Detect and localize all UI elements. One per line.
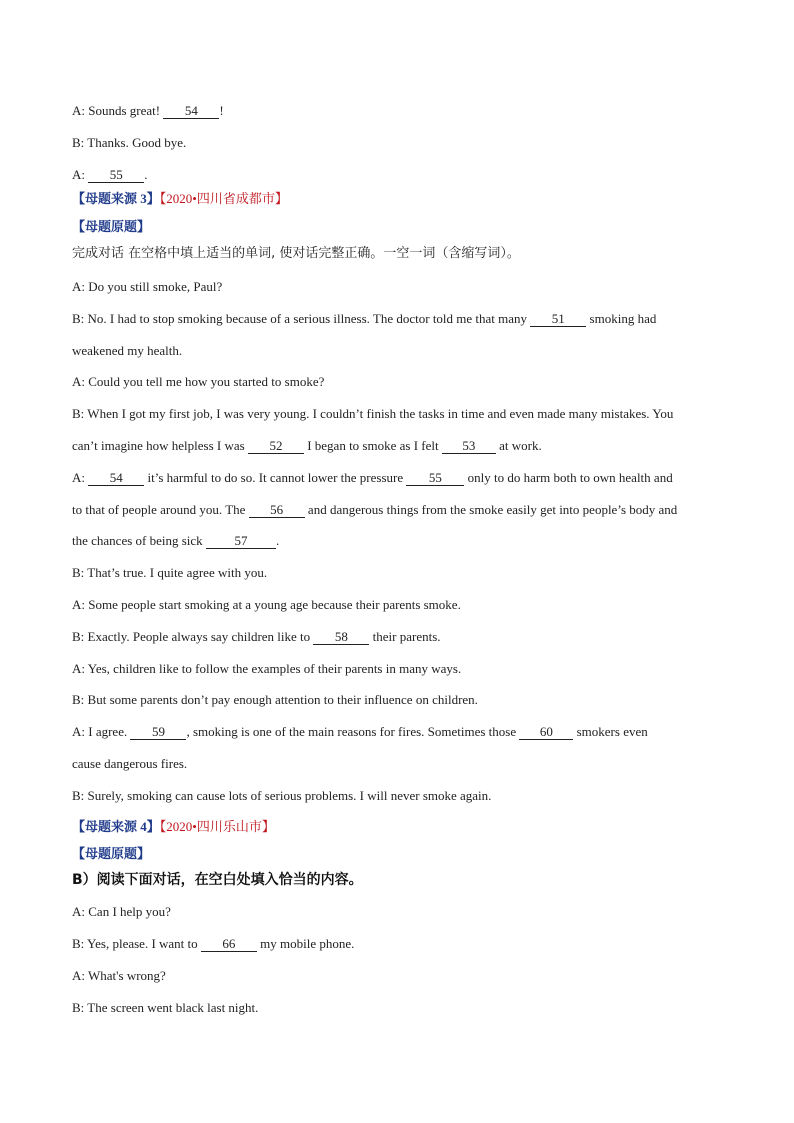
dialog-line: A: 55 . [72,167,148,182]
dialog-line: A: What's wrong? [72,968,166,983]
answer-blank[interactable]: 66 [201,937,257,952]
original-question-label: 【母题原题】 [72,219,151,234]
answer-blank[interactable]: 52 [248,439,304,454]
dialog-line: A: Some people start smoking at a young age because their parents smoke. [72,597,461,612]
dialog-line: weakened my health. [72,343,183,358]
dialog-line: B: Yes, please. I want to 66 my mobile phone. [72,936,355,951]
answer-blank[interactable]: 60 [519,725,573,740]
dialog-line: A: Can I help you? [72,904,171,919]
dialog-line: B: But some parents don’t pay enough attention to their influence on children. [72,692,478,707]
dialog-line: can’t imagine how helpless I was 52 I began to smoke as I felt 53 at work. [72,438,542,453]
dialog-line: B: Surely, smoking can cause lots of serious problems. I will never smoke again. [72,788,492,803]
dialog-line: B: That’s true. I quite agree with you. [72,565,268,580]
dialog-line: A: Could you tell me how you started to smoke? [72,374,325,389]
answer-blank[interactable]: 59 [130,725,186,740]
dialog-line: to that of people around you. The 56 and dangerous things from the smoke easily get into people’s body and [72,502,678,517]
question-source: 【母题来源 3】【2020•四川省成都市】 [72,191,288,206]
answer-blank[interactable]: 58 [313,630,369,645]
answer-blank[interactable]: 51 [530,312,586,327]
dialog-line: A: Yes, children like to follow the examples of their parents in many ways. [72,661,462,676]
answer-blank[interactable]: 55 [88,168,144,183]
dialog-line: A: Sounds great! 54 ! [72,103,224,118]
answer-blank[interactable]: 54 [88,471,144,486]
dialog-line: A: Do you still smoke, Paul? [72,279,223,294]
dialog-line: A: 54 it’s harmful to do so. It cannot lower the pressure 55 only to do harm both to own health and [72,470,673,485]
dialog-line: A: I agree. 59 , smoking is one of the main reasons for fires. Sometimes those 60 smokers even [72,724,648,739]
question-source: 【母题来源 4】【2020•四川乐山市】 [72,819,275,834]
answer-blank[interactable]: 53 [442,439,496,454]
instruction: 完成对话 在空格中填上适当的单词, 使对话完整正确。一空一词（含缩写词）。 [72,246,520,261]
original-question-label: 【母题原题】 [72,846,151,861]
dialog-line: B: When I got my first job, I was very young. I couldn’t finish the tasks in time and even made many mistakes. You [72,406,674,421]
dialog-line: B: The screen went black last night. [72,1000,259,1015]
dialog-line: cause dangerous fires. [72,756,188,771]
answer-blank[interactable]: 54 [163,104,219,119]
answer-blank[interactable]: 56 [249,503,305,518]
answer-blank[interactable]: 57 [206,534,276,549]
instruction: B）阅读下面对话，在空白处填入恰当的内容。 [72,872,363,888]
answer-blank[interactable]: 55 [406,471,464,486]
dialog-line: B: No. I had to stop smoking because of a serious illness. The doctor told me that many 51 smoking had [72,311,657,326]
dialog-line: B: Exactly. People always say children like to 58 their parents. [72,629,441,644]
dialog-line: B: Thanks. Good bye. [72,135,187,150]
dialog-line: the chances of being sick 57 . [72,533,280,548]
